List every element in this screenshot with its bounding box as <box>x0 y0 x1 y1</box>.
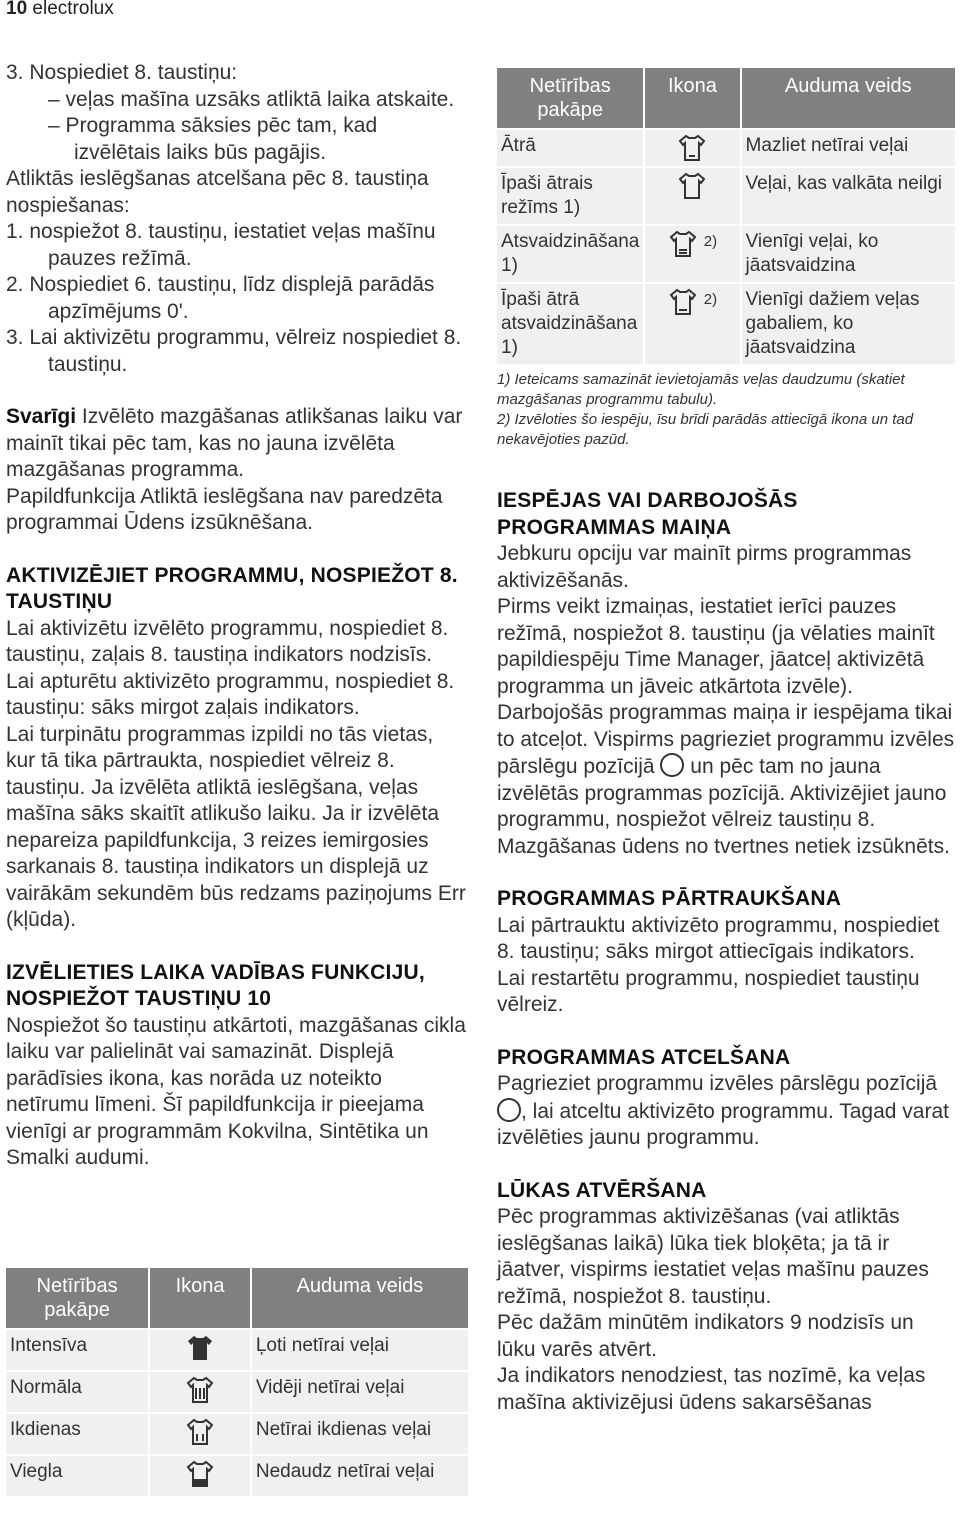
cancel-step-1: 1. nospiežot 8. taustiņu, iestatiet veļas mašīnu pauzes režīmā. <box>6 220 436 270</box>
table-cell <box>149 1329 251 1371</box>
table-cell: Intensīva <box>6 1329 149 1371</box>
table-row <box>6 1413 468 1455</box>
table-cell: Ikdienas <box>6 1413 149 1455</box>
page-header <box>6 0 114 20</box>
pause-para-1: Lai pārtrauktu aktivizēto programmu, nospiediet 8. taustiņu; sāks mirgot attiecīgais indikators. <box>497 913 940 963</box>
table-row <box>6 1455 468 1496</box>
dash-item-1: – veļas mašīna uzsāks atliktā laika atskaite. <box>48 87 455 111</box>
table-header: Netīrības pakāpe <box>497 68 644 129</box>
brand-name: electrolux <box>32 0 114 19</box>
shirt-light-icon <box>185 1463 215 1484</box>
shirt-heavy-icon <box>185 1337 215 1358</box>
time-para: Nospiežot šo taustiņu atkārtoti, mazgāšanas cikla laiku var palielināt vai samazināt. Displejā parādīsies ikona, kas norāda uz noteikto netīrumu līmeni. Šī papildfunkcija ir pieejama vienīgi ar programmām Kokvilna, Sintētika un Smalki audumi. <box>6 1013 466 1169</box>
section-heading-time: IZVĒLIETIES LAIKA VADĪBAS FUNKCIJU, NOSPIEŽOT TAUSTIŅU 10 <box>6 960 425 1010</box>
pause-para-2: Lai restartētu programmu, nospiediet taustiņu vēlreiz. <box>497 966 920 1016</box>
table-row <box>497 283 955 364</box>
cancel-step-3: 3. Lai aktivizētu programmu, vēlreiz nospiediet 8. taustiņu. <box>6 326 462 376</box>
dash-item-2: – Programma sāksies pēc tam, kad izvēlētais laiks būs pagājis. <box>48 114 378 164</box>
table-row <box>6 1329 468 1371</box>
cancel-step-2: 2. Nospiediet 6. taustiņu, līdz displejā parādās apzīmējums 0'. <box>6 273 435 323</box>
shirt-refresh-icon <box>668 233 698 254</box>
section-heading-cancel: PROGRAMMAS ATCELŠANA <box>497 1045 791 1069</box>
table-cell: Ātrā <box>497 129 644 167</box>
table-cell <box>644 225 740 283</box>
table-cell <box>644 283 740 364</box>
activate-para-2: Lai apturētu aktivizēto programmu, nospiediet 8. taustiņu: sāks mirgot zaļais indikators. <box>6 669 455 719</box>
table-cell: Normāla <box>6 1371 149 1413</box>
table-row <box>497 225 955 283</box>
table-cell: Veļai, kas valkāta neilgi <box>741 167 955 225</box>
off-position-icon <box>660 753 684 777</box>
change-para-2: Pirms veikt izmaiņas, iestatiet ierīci pauzes režīmā, nospiežot 8. taustiņu (ja vēlaties mainīt papildiespēju Time Manager, jāatceļ aktivizētā programma un jāveic atkārtota izvēle). <box>497 595 935 698</box>
footnote-1: 1) Ieteicams samazināt ievietojamās veļas daudzumu (skatiet mazgāšanas programmu tabulu). <box>497 371 905 408</box>
table-header: Ikona <box>644 68 740 129</box>
shirt-normal-icon <box>185 1379 215 1400</box>
table-cell: Īpaši ātrais režīms 1) <box>497 167 644 225</box>
important-lead: Svarīgi <box>6 405 77 428</box>
table-cell <box>644 129 740 167</box>
door-para-1: Pēc programmas aktivizēšanas (vai atliktās ieslēgšanas laikā) lūka tiek bloķēta; ja tā ir jāatver, vispirms iestatiet veļas mašīnu pauzes režīmā, nospiežot 8. taustiņu. <box>497 1205 929 1308</box>
table-row <box>497 129 955 167</box>
shirt-super-quick-icon <box>677 175 707 196</box>
important-text: Izvēlēto mazgāšanas atlikšanas laiku var mainīt tikai pēc tam, kas no jauna izvēlēta mazgāšanas programma. <box>6 405 463 481</box>
cancel-intro: Atliktās ieslēgšanas atcelšana pēc 8. taustiņa nospiešanas: <box>6 167 429 217</box>
table-cell <box>149 1413 251 1455</box>
change-para-1: Jebkuru opciju var mainīt pirms programmas aktivizēšanās. <box>497 542 912 592</box>
table-cell <box>644 167 740 225</box>
table-cell: Vidēji netīrai veļai <box>251 1371 468 1413</box>
table-header: Auduma veids <box>741 68 955 129</box>
shirt-daily-icon <box>185 1421 215 1442</box>
important-note <box>6 404 468 484</box>
section-heading-pause: PROGRAMMAS PĀRTRAUKŠANA <box>497 887 842 910</box>
activate-para-1: Lai aktivizētu izvēlēto programmu, nospiediet 8. taustiņu, zaļais 8. taustiņa indikators nodzisīs. <box>6 616 449 666</box>
table-cell: Viegla <box>6 1455 149 1496</box>
table-cell: Mazliet netīrai veļai <box>741 129 955 167</box>
section-heading-activate: AKTIVIZĒJIET PROGRAMMU, NOSPIEŽOT 8. TAUSTIŅU <box>6 563 458 613</box>
table-row <box>6 1371 468 1413</box>
table-header: Ikona <box>149 1268 251 1329</box>
cancel-para-b: , lai atceltu aktivizēto programmu. Tagad varat izvēlēties jaunu programmu. <box>497 1099 949 1149</box>
addon-note: Papildfunkcija Atliktā ieslēgšana nav paredzēta programmai Ūdens izsūknēšana. <box>6 484 443 534</box>
step-3: 3. Nospiediet 8. taustiņu: <box>6 61 238 84</box>
table-cell: Īpaši ātrā atsvaidzināšana 1) <box>497 283 644 364</box>
table-cell: Nedaudz netīrai veļai <box>251 1455 468 1496</box>
table-cell: Vienīgi dažiem veļas gabaliem, ko jāatsvaidzina <box>741 283 955 364</box>
table-header: Netīrības pakāpe <box>6 1268 149 1329</box>
section-heading-door: LŪKAS ATVĒRŠANA <box>497 1178 707 1202</box>
soil-level-table-left <box>6 1268 468 1496</box>
section-heading-change: IESPĒJAS VAI DARBOJOŠĀS PROGRAMMAS MAIŅA <box>497 489 798 539</box>
off-position-icon <box>497 1098 521 1122</box>
activate-para-3: Lai turpinātu programmas izpildi no tās vietas, kur tā tika pārtraukta, nospiediet vēlreiz 8. taustiņu. Ja izvēlēta atliktā ieslēgšana, veļas mašīna sāks skaitīt atlikušo laiku. Ja ir izvēlēta nepareiza papildfunkcija, 3 reizes iemirgosies sarkanais 8. taustiņa indikators un displejā uz vairākām sekundēm būs redzams paziņojums Err (kļūda). <box>6 722 466 931</box>
table-header: Auduma veids <box>251 1268 468 1329</box>
door-para-3: Ja indikators nenodziest, tas nozīmē, ka veļas mašīna aktivizējusi ūdens sakarsēšanas <box>497 1364 926 1414</box>
table-cell: Vienīgi veļai, ko jāatsvaidzina <box>741 225 955 283</box>
change-para-3b: un pēc tam no jauna izvēlētās programmas pozīcijā. Aktivizējiet jauno programmu, nospiežot vēlreiz taustiņu 8. Mazgāšanas ūdens no tvertnes netiek izsūknēts. <box>497 755 950 858</box>
footnote-mark: 2) <box>703 291 718 308</box>
cancel-para-a: Pagrieziet programmu izvēles pārslēgu pozīcijā <box>497 1072 938 1095</box>
table-cell: Netīrai ikdienas veļai <box>251 1413 468 1455</box>
door-para-2: Pēc dažām minūtēm indikators 9 nodzisīs un lūku varēs atvērt. <box>497 1311 914 1361</box>
table-row <box>497 167 955 225</box>
footnote-2: 2) Izvēloties šo iespēju, īsu brīdi parādās attiecīgā ikona un tad nekavējoties pazūd. <box>497 411 914 448</box>
cancel-para <box>497 1071 955 1152</box>
table-cell <box>149 1371 251 1413</box>
table-cell <box>149 1455 251 1496</box>
page-number: 10 <box>6 0 28 19</box>
table-cell: Atsvaidzināšana 1) <box>497 225 644 283</box>
change-para-3a: Darbojošās programmas maiņa ir iespējama tikai to atceļot. Vispirms pagrieziet programmu izvēles pārslēgu pozīcijā <box>497 701 955 778</box>
shirt-quick-icon <box>677 137 707 158</box>
change-para-3 <box>497 700 955 860</box>
soil-level-table-right <box>497 68 955 364</box>
table-cell: Ļoti netīrai veļai <box>251 1329 468 1371</box>
shirt-super-refresh-icon <box>668 291 698 312</box>
footnote-mark: 2) <box>703 233 718 250</box>
